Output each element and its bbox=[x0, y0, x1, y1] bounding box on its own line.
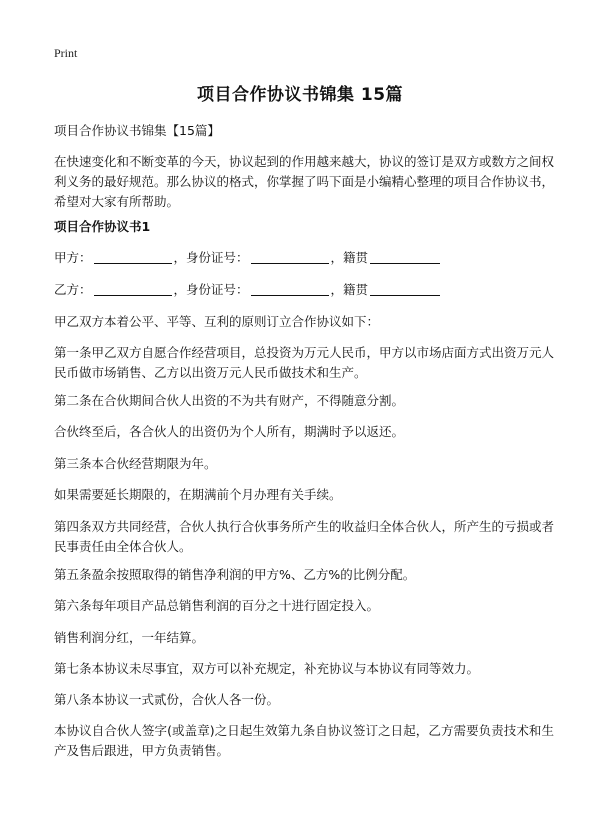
party-b-line bbox=[54, 280, 554, 300]
paragraph-article-2: 第二条在合伙期间合伙人出资的不为共有财产，不得随意分割。 bbox=[54, 393, 405, 408]
paragraph-article-8: 第八条本协议一式贰份，合伙人各一份。 bbox=[54, 692, 280, 707]
paragraph-profit-dividend: 销售利润分红，一年结算。 bbox=[54, 630, 205, 645]
section-heading: 项目合作协议书1 bbox=[54, 219, 151, 234]
party-a-native-blank bbox=[370, 249, 440, 264]
print-link[interactable]: Print bbox=[54, 46, 78, 60]
page-title: 项目合作协议书锦集 15篇 bbox=[196, 85, 404, 105]
paragraph-principle: 甲乙双方本着公平、平等、互利的原则订立合作协议如下： bbox=[54, 314, 380, 329]
party-a-native-label: ，籍贯 bbox=[330, 250, 369, 265]
party-b-native-label: ，籍贯 bbox=[330, 282, 369, 297]
party-b-name-blank bbox=[94, 281, 172, 296]
party-b-id-blank bbox=[251, 281, 329, 296]
paragraph-article-7: 第七条本协议未尽事宜，双方可以补充规定，补充协议与本协议有同等效力。 bbox=[54, 661, 480, 676]
party-a-id-blank bbox=[251, 249, 329, 264]
paragraph-article-5: 第五条盈余按照取得的销售净利润的甲方%、乙方%的比例分配。 bbox=[54, 567, 416, 582]
party-b-native-blank bbox=[370, 281, 440, 296]
paragraph-extension: 如果需要延长期限的，在期满前个月办理有关手续。 bbox=[54, 487, 342, 502]
paragraph-article-6: 第六条每年项目产品总销售利润的百分之十进行固定投入。 bbox=[54, 598, 380, 613]
paragraph-article-9: 本协议自合伙人签字(或盖章)之日起生效第九条自协议签订之日起，乙方需要负责技术和生产及售后跟进，甲方负责销售。 bbox=[54, 723, 554, 758]
party-a-name-blank bbox=[94, 249, 172, 264]
party-b-id-label: ，身份证号： bbox=[173, 282, 249, 297]
document-subtitle: 项目合作协议书锦集【15篇】 bbox=[54, 123, 220, 138]
paragraph-capital-return: 合伙终至后，各合伙人的出资仍为个人所有，期满时予以返还。 bbox=[54, 424, 405, 439]
party-a-id-label: ，身份证号： bbox=[173, 250, 249, 265]
party-a-label: 甲方： bbox=[54, 250, 92, 265]
party-a-line bbox=[54, 248, 554, 268]
party-b-label: 乙方： bbox=[54, 282, 92, 297]
paragraph-article-1: 第一条甲乙双方自愿合作经营项目，总投资为万元人民币，甲方以市场店面方式出资万元人民币做市场销售、乙方以出资万元人民币做技术和生产。 bbox=[54, 345, 555, 380]
paragraph-article-4: 第四条双方共同经营，合伙人执行合伙事务所产生的收益归全体合伙人，所产生的亏损或者民事责任由全体合伙人。 bbox=[54, 519, 555, 554]
paragraph-article-3: 第三条本合伙经营期限为年。 bbox=[54, 456, 217, 471]
intro-paragraph: 在快速变化和不断变革的今天，协议起到的作用越来越大，协议的签订是双方或数方之间权利义务的最好规范。那么协议的格式，你掌握了吗下面是小编精心整理的项目合作协议书，希望对大家有所帮助。 bbox=[54, 154, 555, 209]
